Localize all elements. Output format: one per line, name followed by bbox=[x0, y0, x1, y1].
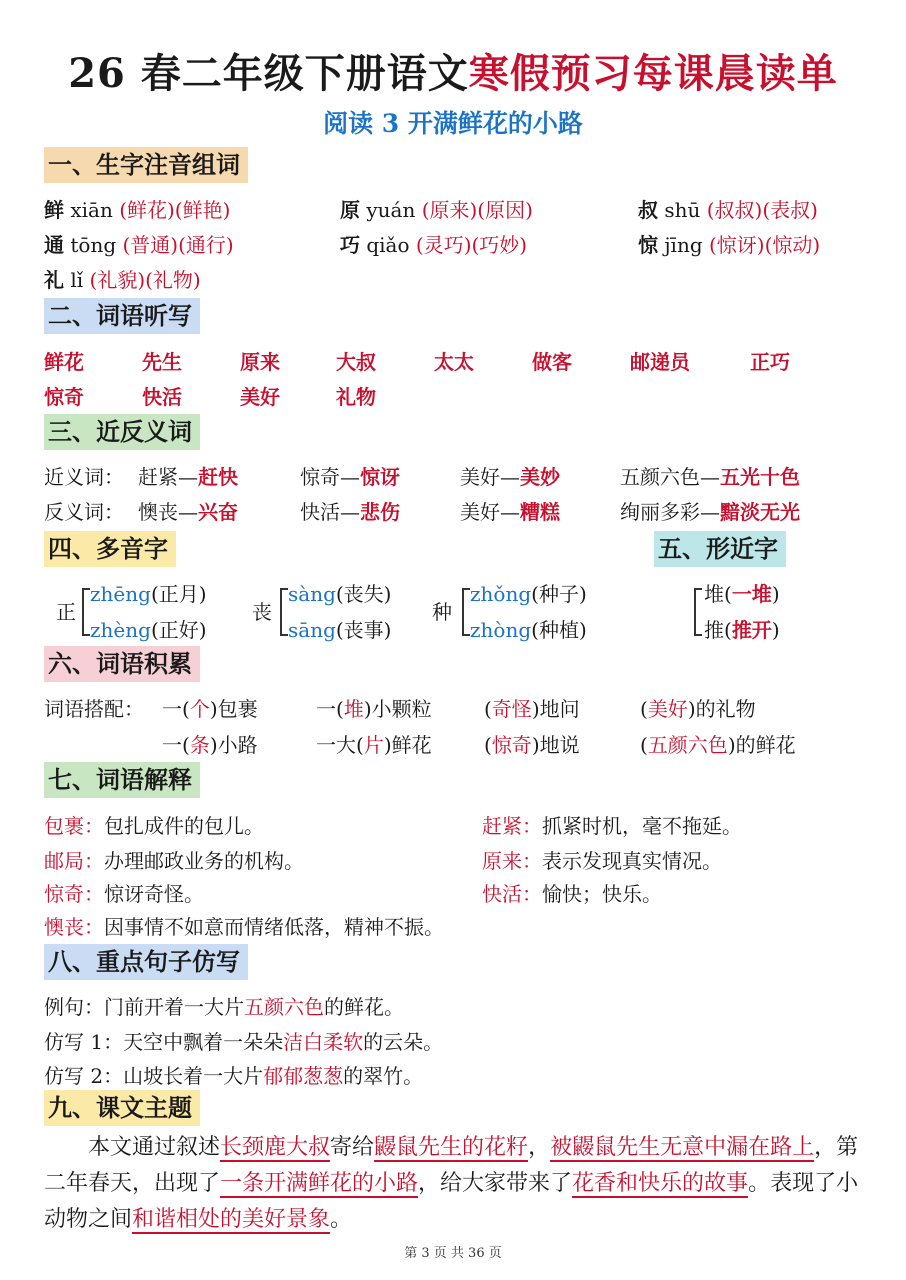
sentence-line: 例句：门前开着一大片五颜六色的鲜花。 bbox=[44, 995, 404, 1019]
antonym-pair: 美好—糟糕 bbox=[460, 500, 560, 524]
definition-item: 懊丧：因事情不如意而情绪低落，精神不振。 bbox=[44, 915, 444, 939]
dictation-word: 惊奇 bbox=[44, 385, 84, 409]
polyphone-reading: sàng(丧失) bbox=[288, 582, 392, 606]
polyphone-char: 正 bbox=[56, 600, 76, 624]
section-heading-8: 八、重点句子仿写 bbox=[44, 944, 248, 980]
collocation-item: (美好)的礼物 bbox=[640, 697, 756, 721]
similar-char-entry: 堆(一堆) bbox=[704, 582, 780, 606]
char-entry: 巧 qiǎo (灵巧)(巧妙) bbox=[340, 233, 528, 257]
polyphone-reading: zhēng(正月) bbox=[90, 582, 207, 606]
section-heading-4: 四、多音字 bbox=[44, 531, 176, 567]
section-heading-6: 六、词语积累 bbox=[44, 646, 200, 682]
section-heading-2: 二、词语听写 bbox=[44, 298, 200, 334]
dictation-word: 大叔 bbox=[336, 350, 376, 374]
dictation-word: 鲜花 bbox=[44, 350, 84, 374]
dictation-word: 正巧 bbox=[750, 350, 790, 374]
polyphone-reading: sāng(丧事) bbox=[288, 618, 392, 642]
synonym-pair: 五颜六色—五光十色 bbox=[620, 465, 800, 489]
section-heading-1: 一、生字注音组词 bbox=[44, 147, 248, 183]
collocation-item: 一(个)包裹 bbox=[162, 697, 258, 721]
similar-char-entry: 推(推开) bbox=[704, 618, 780, 642]
synonym-pair: 惊奇—惊讶 bbox=[300, 465, 400, 489]
collocation-item: 一(条)小路 bbox=[162, 733, 258, 757]
dictation-word: 美好 bbox=[240, 385, 280, 409]
dictation-word: 先生 bbox=[142, 350, 182, 374]
section-heading-9: 九、课文主题 bbox=[44, 1090, 200, 1126]
polyphone-char: 种 bbox=[432, 600, 452, 624]
definition-item: 包裹：包扎成件的包儿。 bbox=[44, 814, 264, 838]
polyphone-reading: zhǒng(种子) bbox=[470, 582, 587, 606]
dictation-word: 原来 bbox=[240, 350, 280, 374]
dictation-word: 做客 bbox=[532, 350, 572, 374]
definition-item: 快活：愉快；快乐。 bbox=[482, 882, 662, 906]
char-entry: 礼 lǐ (礼貌)(礼物) bbox=[44, 268, 201, 292]
char-entry: 惊 jīng (惊讶)(惊动) bbox=[638, 233, 821, 257]
antonym-label: 反义词： bbox=[44, 500, 124, 524]
polyphone-reading: zhòng(种植) bbox=[470, 618, 587, 642]
definition-item: 原来：表示发现真实情况。 bbox=[482, 849, 722, 873]
theme-paragraph: 本文通过叙述长颈鹿大叔寄给鼹鼠先生的花籽，被鼹鼠先生无意中漏在路上，第二年春天，出现了一条开满鲜花的小路，给大家带来了花香和快乐的故事。表现了小动物之间和谐相处的美好景象。 bbox=[44, 1135, 859, 1232]
dictation-word: 邮递员 bbox=[630, 350, 690, 374]
collocation-item: (五颜六色)的鲜花 bbox=[640, 733, 796, 757]
polyphone-brace bbox=[462, 588, 470, 636]
lesson-subtitle: 阅读 3 开满鲜花的小路 bbox=[323, 109, 583, 138]
definition-item: 惊奇：惊讶奇怪。 bbox=[44, 882, 204, 906]
page-title: 26 春二年级下册语文寒假预习每课晨读单 bbox=[68, 50, 838, 97]
polyphone-reading: zhèng(正好) bbox=[90, 618, 207, 642]
polyphone-char: 丧 bbox=[252, 600, 272, 624]
section-heading-3: 三、近反义词 bbox=[44, 414, 200, 450]
char-entry: 鲜 xiān (鲜花)(鲜艳) bbox=[44, 198, 231, 222]
section-heading-7: 七、词语解释 bbox=[44, 762, 200, 798]
definition-item: 邮局：办理邮政业务的机构。 bbox=[44, 849, 304, 873]
sentence-line: 仿写 1：天空中飘着一朵朵洁白柔软的云朵。 bbox=[44, 1030, 444, 1054]
synonym-pair: 美好—美妙 bbox=[460, 465, 560, 489]
antonym-pair: 快活—悲伤 bbox=[300, 500, 400, 524]
char-entry: 原 yuán (原来)(原因) bbox=[340, 198, 533, 222]
char-entry: 通 tōng (普通)(通行) bbox=[44, 233, 234, 257]
collocation-item: (惊奇)地说 bbox=[484, 733, 580, 757]
definition-item: 赶紧：抓紧时机，毫不拖延。 bbox=[482, 814, 742, 838]
dictation-word: 礼物 bbox=[336, 385, 376, 409]
collocation-label: 词语搭配： bbox=[44, 697, 144, 721]
char-entry: 叔 shū (叔叔)(表叔) bbox=[638, 198, 818, 222]
polyphone-brace bbox=[280, 588, 288, 636]
collocation-item: 一(堆)小颗粒 bbox=[316, 697, 432, 721]
collocation-item: 一大(片)鲜花 bbox=[316, 733, 432, 757]
dictation-word: 快活 bbox=[142, 385, 182, 409]
section-heading-5: 五、形近字 bbox=[654, 531, 786, 567]
similar-char-brace bbox=[694, 588, 702, 636]
dictation-word: 太太 bbox=[434, 350, 474, 374]
synonym-pair: 赶紧—赶快 bbox=[138, 465, 238, 489]
antonym-pair: 懊丧—兴奋 bbox=[138, 500, 238, 524]
synonym-label: 近义词： bbox=[44, 465, 124, 489]
polyphone-brace bbox=[82, 588, 90, 636]
collocation-item: (奇怪)地问 bbox=[484, 697, 580, 721]
page-number: 第 3 页 共 36 页 bbox=[404, 1246, 502, 1261]
sentence-line: 仿写 2：山坡长着一大片郁郁葱葱的翠竹。 bbox=[44, 1064, 424, 1088]
antonym-pair: 绚丽多彩—黯淡无光 bbox=[620, 500, 800, 524]
